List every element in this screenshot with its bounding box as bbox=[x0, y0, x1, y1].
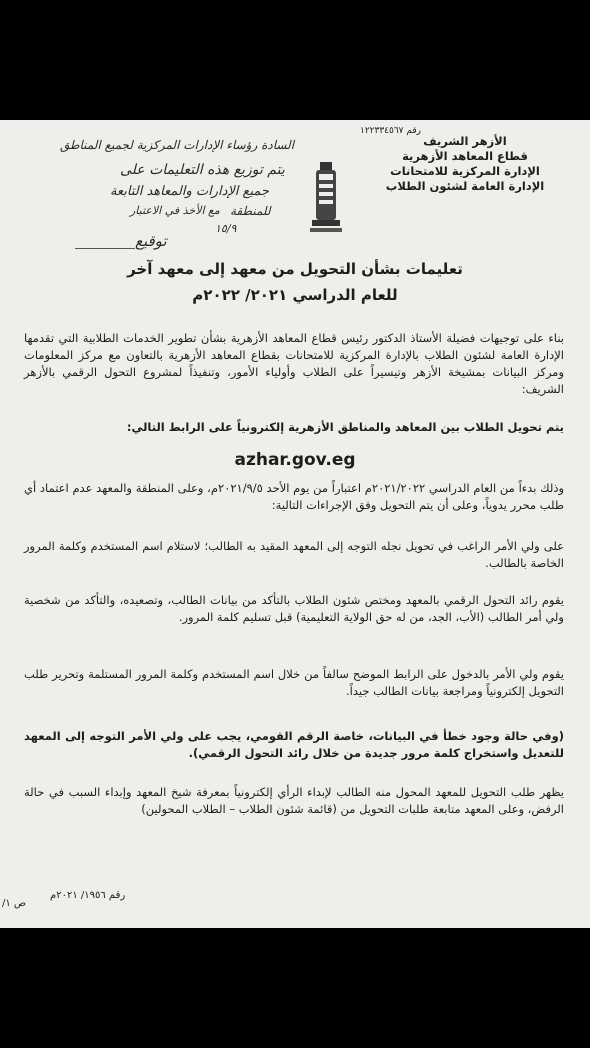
note-paragraph: (وفي حالة وجود خطأ في البيانات، خاصة الرقم القومي، يجب على ولي الأمر التوجه إلى المعهد للتعديل واستخراج كلمة مرور جديدة من خلال رائد التحول الرقمي). bbox=[24, 729, 564, 760]
bullet-3: يقوم ولي الأمر بالدخول على الرابط الموضح سالفاً من خلال اسم المستخدم وكلمة المرور المستلمة وتحرير طلب التحويل إلكترونياً ومراجعة بيانات الطالب جيداً. bbox=[24, 667, 564, 698]
letterhead-line-2: قطاع المعاهد الأزهرية bbox=[402, 149, 528, 163]
signature-stroke bbox=[75, 248, 135, 249]
letterhead-line-1: الأزهر الشريف bbox=[423, 134, 507, 148]
letterhead-line-4: الإدارة العامة لشئون الطلاب bbox=[385, 179, 545, 193]
handwritten-line-4: للمنطقة bbox=[230, 204, 271, 218]
top-reference: رقم ١٢٢٣٣٤٥٦٧ bbox=[360, 126, 422, 136]
website-link: azhar.gov.eg bbox=[234, 450, 356, 470]
bullet-1: على ولي الأمر الراغب في تحويل نجله التوجه إلى المعهد المقيد به الطالب؛ لاستلام اسم المستخدم وكلمة المرور الخاصة بالطالب. bbox=[24, 539, 564, 570]
document-subtitle: للعام الدراسي ٢٠٢١/ ٢٠٢٢م bbox=[192, 286, 398, 304]
start-info-paragraph: وذلك بدءاً من العام الدراسي ٢٠٢١/٢٠٢٢م اعتباراً من يوم الأحد ٢٠٢١/٩/٥م، وعلى المنطقة والمعهد عدم اعتماد أي طلب محرر يدوياً، وعلى أن يتم التحويل وفق الإجراءات التالية: bbox=[24, 481, 564, 512]
letterhead bbox=[360, 134, 570, 194]
bullet-2: يقوم رائد التحول الرقمي بالمعهد ومختص شئون الطلاب بالتأكد من بيانات الطالب، وتصعيده، والتأكد من شخصية ولي أمر الطالب (الأب، الجد، من له حق الولاية التعليمية) قبل تسليم كلمة المرور. bbox=[24, 593, 564, 624]
handwritten-line-3: جميع الإدارات والمعاهد التابعة bbox=[110, 184, 269, 199]
transfer-instruction: يتم تحويل الطلاب بين المعاهد والمناطق الأزهرية إلكترونياً على الرابط التالي: bbox=[126, 420, 564, 434]
footer-reference: رقم ١٩٥٦/ ٢٠٢١م bbox=[50, 890, 126, 901]
handwritten-line-1: السادة رؤساء الإدارات المركزية لجميع المناطق bbox=[60, 138, 295, 152]
page-number: ص ١/ bbox=[2, 898, 27, 909]
document-title: تعليمات بشأن التحويل من معهد إلى معهد آخر bbox=[127, 260, 463, 278]
azhar-emblem-icon bbox=[310, 160, 342, 240]
handwritten-date: ١٥/٩ bbox=[215, 222, 237, 235]
bullet-4: يظهر طلب التحويل للمعهد المحول منه الطالب لإبداء الرأي إلكترونياً بمعرفة شيخ المعهد وإبداء السبب في حالة الرفض، وعلى المعهد متابعة طلبات التحويل من (قائمة شئون الطلاب – الطلاب المحولين) bbox=[24, 785, 564, 816]
intro-paragraph: بناء على توجيهات فضيلة الأستاذ الدكتور رئيس قطاع المعاهد الأزهرية بشأن تطوير الخدمات الطلابية التي تقدمها الإدارة العامة لشئون الطلاب بالإدارة المركزية للامتحانات بقطاع المعاهد الأزهرية بالتعاون مع مركز المعلومات ومركز البيانات بمشيخة الأزهر وتيسيراً على الطلاب وأولياء الأمور، وتنفيذاً لمشروع التحول الرقمي بالأزهر الشريف: bbox=[24, 331, 564, 396]
handwritten-line-5: مع الأخذ في الاعتبار bbox=[130, 204, 220, 217]
handwritten-signature: توقيع bbox=[135, 232, 167, 250]
handwritten-line-2: يتم توزيع هذه التعليمات على bbox=[120, 162, 285, 178]
letterhead-line-3: الإدارة المركزية للامتحانات bbox=[390, 164, 540, 178]
document-page bbox=[0, 120, 590, 928]
